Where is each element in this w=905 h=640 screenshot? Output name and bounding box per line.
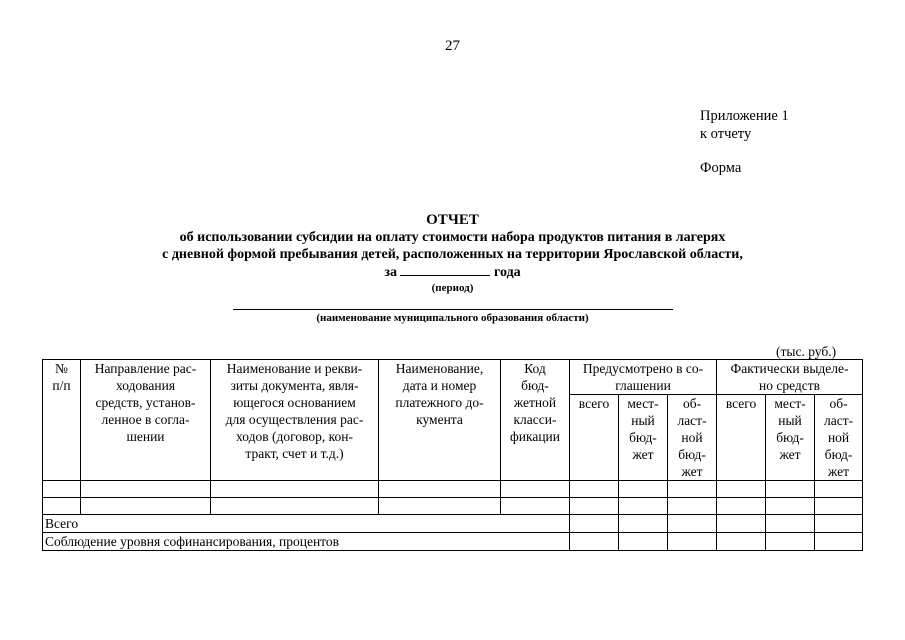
header-direction bbox=[81, 360, 211, 481]
header-line: но средств bbox=[759, 378, 821, 393]
header-line: ласт- bbox=[677, 413, 707, 428]
period-blank bbox=[400, 263, 490, 276]
header-line: № bbox=[55, 361, 68, 376]
subheader-actual-regional bbox=[815, 395, 863, 481]
header-line: фикации bbox=[510, 429, 560, 444]
cofinancing-label: Соблюдение уровня софинансирования, процентов bbox=[43, 533, 570, 551]
header-line: бюд- bbox=[629, 430, 657, 445]
header-line: ный bbox=[778, 413, 802, 428]
header-document bbox=[211, 360, 379, 481]
header-line: средств, установ- bbox=[95, 395, 196, 410]
header-line: дата и номер bbox=[402, 378, 477, 393]
header-line: ленное в согла- bbox=[101, 412, 190, 427]
header-planned bbox=[570, 360, 717, 395]
header-line: ный bbox=[631, 413, 655, 428]
total-row bbox=[43, 515, 863, 533]
subheader-planned-local bbox=[619, 395, 668, 481]
header-line: бюд- bbox=[824, 447, 853, 462]
subheader-actual-local bbox=[766, 395, 815, 481]
header-budget-code bbox=[501, 360, 570, 481]
header-line: жет bbox=[681, 464, 703, 479]
subheader-planned-total bbox=[570, 395, 619, 481]
header-line: мест- bbox=[627, 396, 659, 411]
header-line: для осуществления рас- bbox=[225, 412, 364, 427]
form-label: Форма bbox=[700, 160, 742, 176]
total-label: Всего bbox=[43, 515, 570, 533]
header-number bbox=[43, 360, 81, 481]
header-line: ходования bbox=[115, 378, 176, 393]
header-line: тракт, счет и т.д.) bbox=[245, 446, 344, 461]
header-line: Наименование, bbox=[395, 361, 484, 376]
header-line: об- bbox=[682, 396, 702, 411]
header-line: ной bbox=[827, 430, 850, 445]
header-line: жет bbox=[779, 447, 801, 462]
municipality-blank-line bbox=[233, 309, 673, 310]
header-line: платежного до- bbox=[395, 395, 484, 410]
subheader-planned-regional bbox=[668, 395, 717, 481]
appendix-line: Приложение 1 bbox=[700, 108, 789, 124]
header-line: всего bbox=[725, 396, 757, 411]
table-row bbox=[43, 481, 863, 498]
cofinancing-row bbox=[43, 533, 863, 551]
header-line: кумента bbox=[416, 412, 463, 427]
report-title-line1: об использовании субсидии на оплату стоимости набора продуктов питания в лагерях bbox=[179, 230, 726, 245]
header-line: бюд- bbox=[521, 378, 549, 393]
header-payment-document bbox=[379, 360, 501, 481]
header-actual bbox=[717, 360, 863, 395]
header-line: класси- bbox=[513, 412, 557, 427]
appendix-subline: к отчету bbox=[700, 126, 752, 142]
header-line: об- bbox=[829, 396, 848, 411]
header-line: бюд- bbox=[678, 447, 706, 462]
header-line: жет bbox=[632, 447, 654, 462]
subheader-actual-total bbox=[717, 395, 766, 481]
header-line: мест- bbox=[774, 396, 806, 411]
period-suffix: года bbox=[493, 265, 521, 280]
header-line: Код bbox=[524, 361, 546, 376]
municipality-caption: (наименование муниципального образования области) bbox=[316, 312, 589, 324]
period-caption: (период) bbox=[431, 282, 474, 294]
appendix-block bbox=[700, 107, 789, 177]
report-table bbox=[42, 359, 863, 551]
header-line: Предусмотрено в со- bbox=[582, 361, 704, 376]
header-line: жет bbox=[828, 464, 850, 479]
header-line: ласт- bbox=[823, 413, 854, 428]
units-label: (тыс. руб.) bbox=[776, 344, 837, 359]
page-number: 27 bbox=[445, 38, 460, 54]
header-line: ной bbox=[681, 430, 703, 445]
report-title-line2: с дневной формой пребывания детей, расположенных на территории Ярославской области, bbox=[162, 247, 743, 262]
header-line: жетной bbox=[513, 395, 557, 410]
header-line: Наименование и рекви- bbox=[226, 361, 363, 376]
report-title-block bbox=[0, 211, 905, 295]
header-line: глашении bbox=[615, 378, 671, 393]
header-line: ходов (договор, кон- bbox=[236, 429, 353, 444]
header-line: п/п bbox=[52, 378, 71, 393]
period-prefix: за bbox=[384, 265, 397, 280]
table-header-row bbox=[43, 360, 863, 395]
report-heading: ОТЧЕТ bbox=[426, 212, 479, 228]
header-line: Фактически выделе- bbox=[730, 361, 849, 376]
report-period-line bbox=[0, 263, 905, 281]
header-line: всего bbox=[578, 396, 610, 411]
table-row bbox=[43, 498, 863, 515]
header-line: ющегося основанием bbox=[233, 395, 356, 410]
header-line: шении bbox=[126, 429, 165, 444]
header-line: бюд- bbox=[776, 430, 804, 445]
header-line: Направление рас- bbox=[94, 361, 197, 376]
header-line: зиты документа, явля- bbox=[230, 378, 359, 393]
